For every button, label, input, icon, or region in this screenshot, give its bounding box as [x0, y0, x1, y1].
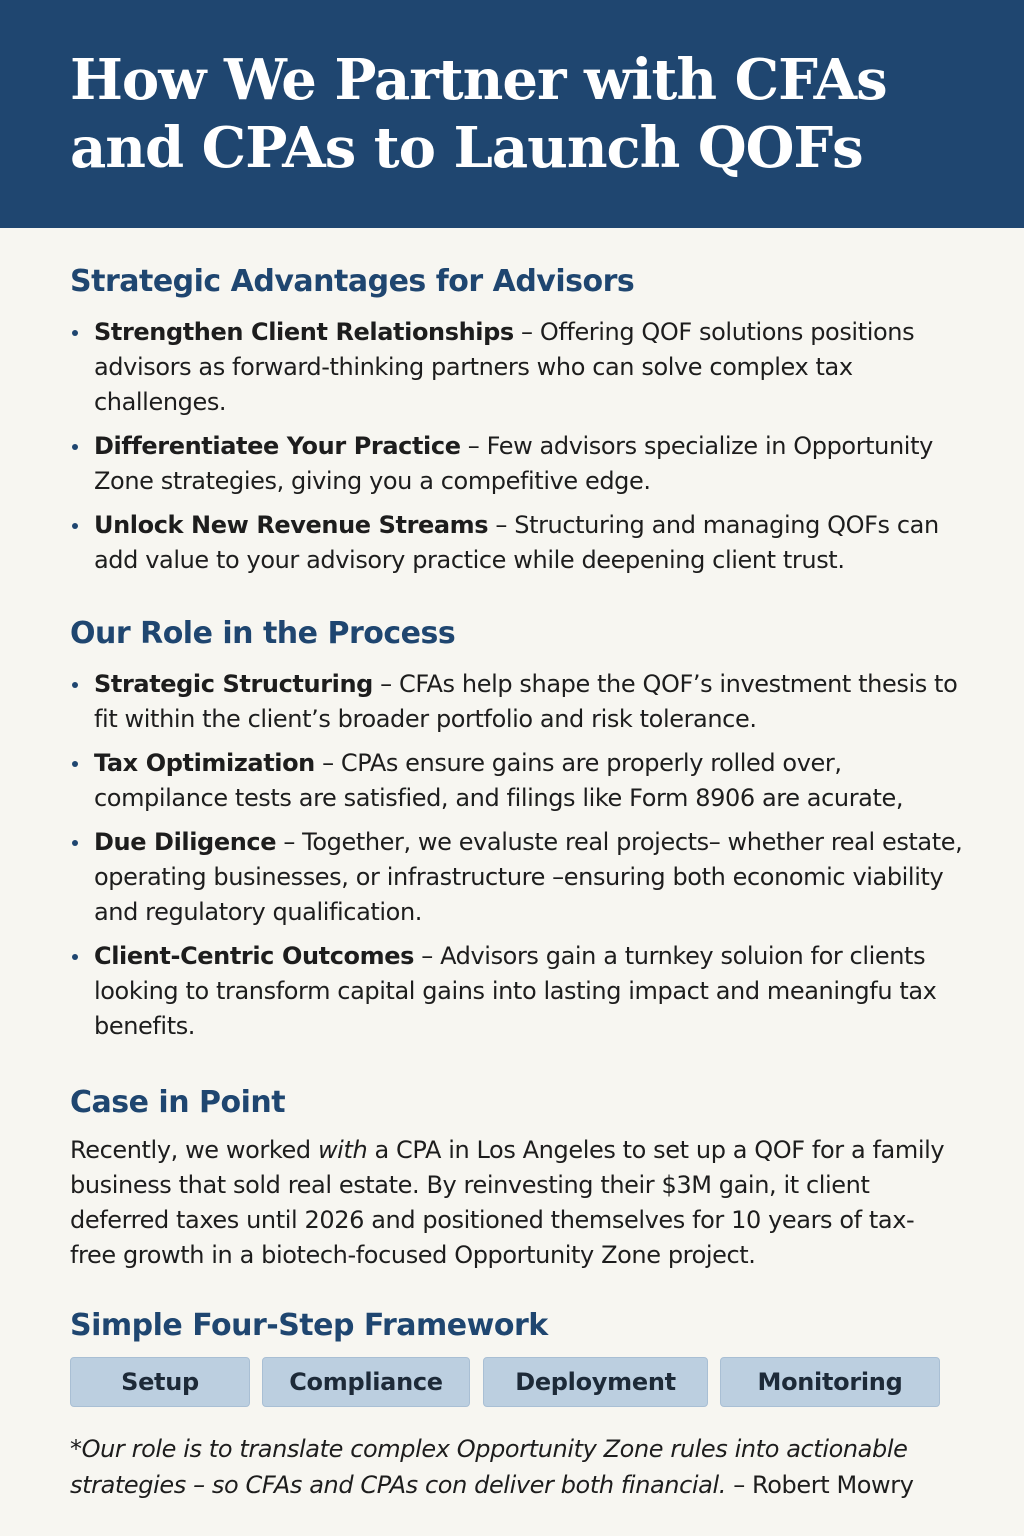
case-paragraph — [70, 1133, 950, 1273]
bullet-icon — [72, 523, 78, 529]
case-text-start: Recently, we worked — [70, 1136, 318, 1164]
item-lead: Client-Centric Outcomes — [94, 942, 415, 970]
list-item — [70, 315, 970, 420]
item-lead: Strategic Structuring — [94, 670, 373, 698]
role-heading: Our Role in the Process — [70, 616, 456, 651]
header-banner — [0, 0, 1024, 228]
bullet-icon — [72, 840, 78, 846]
bullet-icon — [72, 682, 78, 688]
page-title: How We Partner with CFAs and CPAs to Launch QOFs — [70, 47, 887, 181]
step-compliance: Compliance — [262, 1357, 470, 1407]
item-lead: Strengthen Client Relationships — [94, 318, 514, 346]
item-text: – Together, we evaluste real projects– whether real estate, operating businesses, or infrastructure –ensuring both economic viability and regulatory qualification. — [94, 828, 963, 926]
step-monitoring: Monitoring — [720, 1357, 940, 1407]
item-lead: Tax Optimization — [94, 749, 315, 777]
item-text: – Advisors gain a turnkey soluion for clients looking to transform capital gains into lasting impact and meaningfu tax benefits. — [94, 942, 937, 1040]
item-text: – CPAs ensure gains are properly rolled over, compilance tests are satisfied, and filings like Form 8906 are acurate, — [94, 749, 904, 812]
quote-attribution: – Robert Mowry — [726, 1471, 914, 1499]
role-list — [70, 667, 970, 1044]
item-lead: Unlock New Revenue Streams — [94, 511, 489, 539]
case-text-emphasis: with — [317, 1136, 368, 1164]
item-text: – Offering QOF solutions positions advisors as forward-thinking partners who can solve complex tax challenges. — [94, 318, 915, 416]
list-item — [70, 746, 970, 816]
step-deployment: Deployment — [483, 1357, 708, 1407]
list-item — [70, 825, 970, 930]
framework-steps — [70, 1357, 940, 1407]
case-heading: Case in Point — [70, 1085, 286, 1120]
list-item — [70, 939, 970, 1044]
quote-text: *Our role is to translate complex Opportunity Zone rules into actionable strategies – so CFAs and CPAs con deliver both financial. — [70, 1435, 908, 1499]
bullet-icon — [72, 444, 78, 450]
bullet-icon — [72, 761, 78, 767]
case-text-rest: a CPA in Los Angeles to set up a QOF for a family business that sold real estate. By reinvesting their $3M gain, it client deferred taxes until 2026 and positioned themselves for 10 years of tax-free growth in a biotech-focused Opportunity Zone project. — [70, 1136, 945, 1269]
bullet-icon — [72, 330, 78, 336]
framework-heading: Simple Four-Step Framework — [70, 1308, 548, 1343]
advantages-list — [70, 315, 970, 578]
item-lead: Differentiatee Your Practice — [94, 432, 461, 460]
list-item — [70, 667, 970, 737]
item-lead: Due Diligence — [94, 828, 277, 856]
advantages-heading: Strategic Advantages for Advisors — [70, 264, 635, 299]
step-setup: Setup — [70, 1357, 250, 1407]
list-item — [70, 429, 970, 499]
item-text: – Few advisors specialize in Opportunity Zone strategies, giving you a compefitive edge. — [94, 432, 933, 495]
item-text: – Structuring and managing QOFs can add value to your advisory practice while deepening client trust. — [94, 511, 939, 574]
item-text: – CFAs help shape the QOF’s investment thesis to fit within the client’s broader portfolio and risk tolerance. — [94, 670, 958, 733]
bullet-icon — [72, 954, 78, 960]
footer-quote — [70, 1431, 970, 1503]
list-item — [70, 508, 970, 578]
